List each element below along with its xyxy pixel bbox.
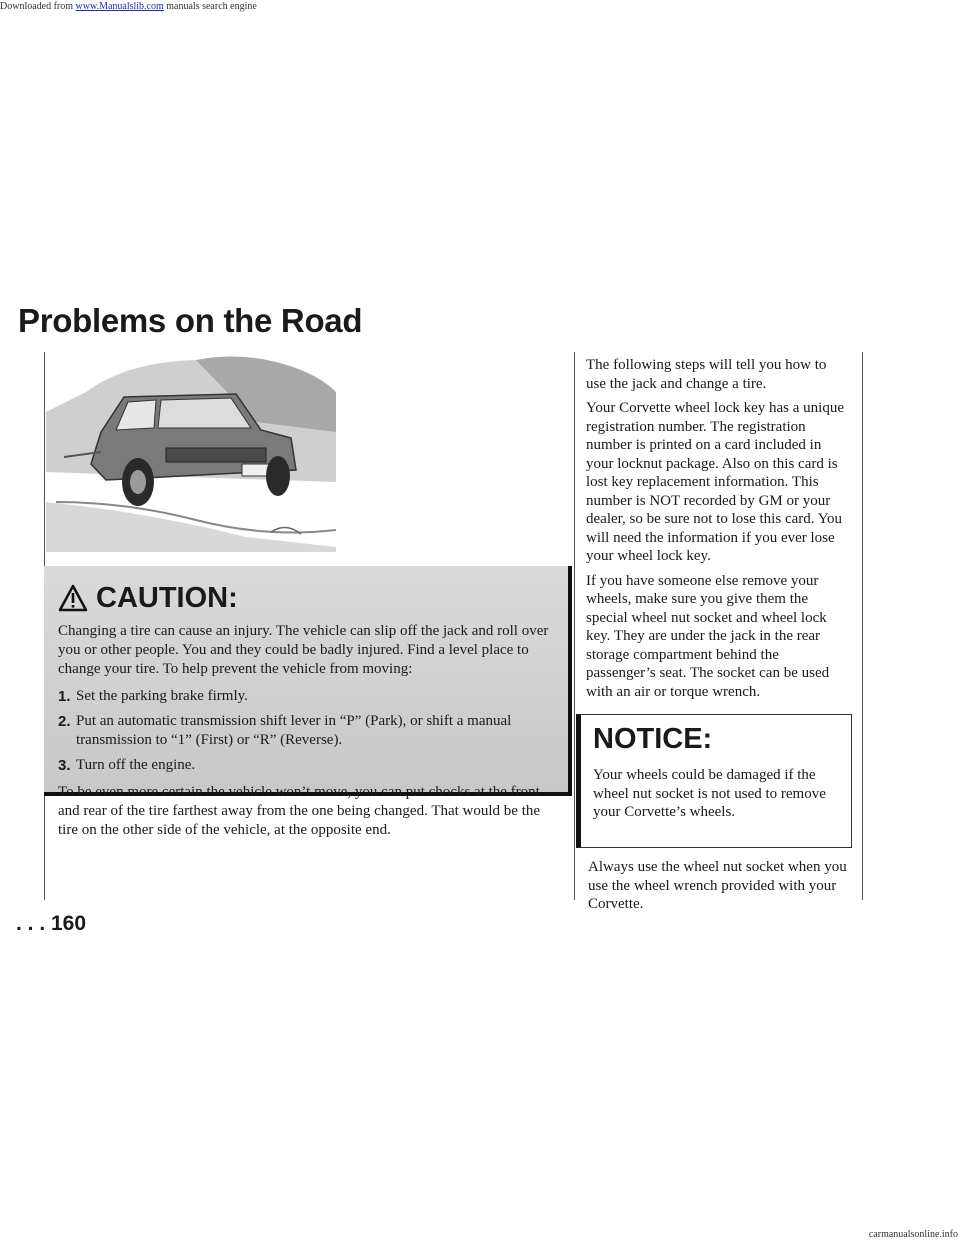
- caution-step: [58, 756, 554, 775]
- notice-box: [576, 714, 852, 848]
- caution-heading: [58, 578, 554, 618]
- page-number: . . . 160: [16, 912, 87, 935]
- step-number: 1.: [58, 688, 71, 705]
- download-header: [0, 0, 960, 14]
- right-margin-rule: [862, 352, 863, 900]
- footer-bar: [0, 1227, 960, 1242]
- caution-step: [58, 712, 554, 750]
- header-suffix: manuals search engine: [163, 1, 257, 12]
- caution-outro: To be even more certain the vehicle won’t move, you can put chocks at the front and rear of the tire farthest away from the one being changed. That would be the tire on the other side of the vehicle, at the opposite end.: [58, 784, 541, 838]
- notice-text: Your wheels could be damaged if the wheel nut socket is not used to remove your Corvette’s wheels.: [593, 767, 826, 820]
- manualslib-link[interactable]: www.Manualslib.com: [75, 1, 164, 12]
- step-number: 3.: [58, 757, 71, 774]
- step-number: 2.: [58, 713, 71, 730]
- step-text: Turn off the engine.: [76, 757, 196, 773]
- warning-triangle-icon: [58, 584, 88, 612]
- caution-intro: Changing a tire can cause an injury. The vehicle can slip off the jack and roll over you or other people. You and they could be badly injured. Find a level place to change your tire. To help prevent the vehicle from moving:: [58, 623, 549, 677]
- page-title: Problems on the Road: [18, 302, 363, 339]
- caution-steps: [58, 687, 554, 775]
- header-prefix: Downloaded from: [0, 1, 76, 12]
- paragraph-someone-else: If you have someone else remove your wheels, make sure you give them the special wheel nut socket and wheel lock key. They are under the jack in the rear storage compartment behind the passenger’s seat. The socket can be used with an air or torque wrench.: [586, 572, 830, 700]
- paragraph-intro: The following steps will tell you how to use the jack and change a tire.: [586, 357, 827, 392]
- paragraph-wheel-nut-socket: Always use the wheel nut socket when you use the wheel wrench provided with your Corvette.: [588, 859, 847, 912]
- right-column: [586, 356, 850, 707]
- caution-box: [44, 566, 572, 838]
- notice-title: NOTICE:: [593, 723, 713, 755]
- watermark-text: carmanualsonline.info: [868, 1229, 958, 1240]
- column-divider: [574, 352, 575, 900]
- step-text: Set the parking brake firmly.: [76, 688, 248, 704]
- caution-title: CAUTION:: [96, 581, 238, 614]
- paragraph-wheel-lock-key: Your Corvette wheel lock key has a unique registration number. The registration number is printed on a card included in your locknut package. Also on this card is lost key replacement information. This number is NOT recorded by GM or your dealer, so be sure not to lose this card. You will need the information if you ever lose your wheel lock key.: [586, 400, 845, 564]
- car-illustration: [46, 352, 336, 552]
- step-text: Put an automatic transmission shift lever in “P” (Park), or shift a manual transmission to “1” (First) or “R” (Reverse).: [76, 713, 512, 748]
- caution-step: [58, 687, 554, 706]
